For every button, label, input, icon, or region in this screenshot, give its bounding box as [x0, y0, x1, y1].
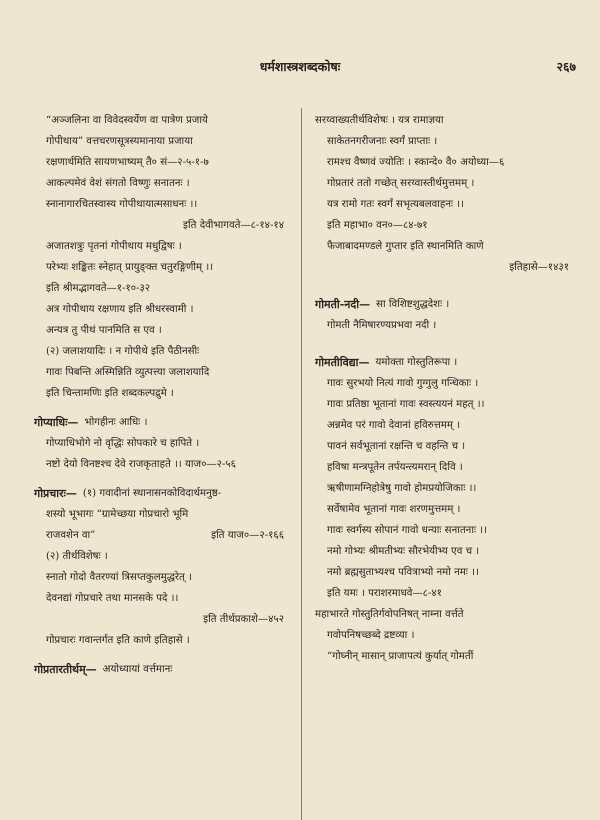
text-line: “गोघ्नीन् मासान् प्राजापत्यं कुर्यात् गोमतीं: [327, 651, 474, 662]
definition: अयोध्यायां वर्त्तमानः: [102, 664, 173, 675]
text-line: सरय्वाख्यतीर्थविशेषः । यत्र रामाज्ञया: [315, 115, 444, 126]
text-line: हविषा मन्त्रपूतेन तर्पयन्त्यमरान् दिवि ।: [327, 462, 463, 473]
definition: सा विशिष्टशुद्धदेशः ।: [376, 299, 450, 310]
text-line: परेभ्यः शङ्कितः स्नेहात् प्रायुङ्क्त चतुरङ्गिणीम् ।।: [46, 262, 214, 273]
text-line: गावः स्वर्गस्य सोपानं गावो धन्याः सनातनाः ।।: [327, 525, 487, 536]
citation: इति देवीभागवते—८-१४-१४: [183, 220, 284, 231]
text-line: “अञ्जलिना वा विवेदस्वर्येण वा पात्रेण प्रजाये: [46, 115, 208, 126]
text-line: गावः सुरभयो नित्यं गावो गुग्गुलु गन्धिकाः ।: [327, 378, 479, 389]
page-header: [0, 58, 600, 80]
text-line: (२) तीर्थविशेषः ।: [46, 551, 108, 562]
headword: गोप्रचारः—: [34, 487, 77, 500]
text-fragment: राजवशेन वा”: [46, 530, 96, 541]
text-line: इति चिन्तामणिः इति शब्दकल्पद्रुमे ।: [46, 388, 174, 399]
headword: गोमतीविद्या—: [315, 356, 370, 369]
right-column: [315, 110, 577, 667]
page-number: २६७: [556, 59, 576, 74]
text-line: शस्यो भूभागः “ग्रामेच्छया गोप्रचारो भूमि: [46, 509, 189, 520]
definition: (१) गवादीनां स्थानासनकोविदार्थमनुष्ठ-: [82, 488, 222, 499]
citation: इति याज०—२-१६६: [211, 530, 284, 541]
text-line: गोपीथाय” वत्तचरणसूत्रस्यमानाया प्रजाया: [46, 136, 193, 147]
citation: इति तीर्थप्रकाशे—४५२: [203, 614, 284, 625]
text-line: स्नातो गोदो वैतरण्यां त्रिसप्तकुलमुद्धरेत् ।: [46, 572, 192, 583]
text-line: साकेतनगरीजनाः स्वर्गं प्राप्ताः ।: [327, 136, 438, 147]
headword: गोप्याधिः—: [34, 416, 79, 429]
text-line: रक्षणार्थमिति सायणभाष्यम् तै० सं—२-५-१-७: [46, 157, 209, 168]
headword: गोमती-नदी—: [315, 298, 371, 311]
text-line: स्नानागारचितस्वास्य गोपीथायात्मसाधनः ।।: [46, 199, 198, 210]
text-line: गवोपनिषच्छब्दे द्रष्टव्या ।: [327, 630, 415, 641]
text-line: गावः प्रतिष्ठा भूतानां गावः स्वस्त्ययनं महत् ।।: [327, 399, 485, 410]
definition: भोगहीनः आधिः ।: [84, 417, 148, 428]
text-line: अन्नमेव परं गावो देवानां हविरुत्तमम् ।: [327, 420, 461, 431]
text-line: नमो ब्रह्मसुताभ्यश्च पवित्राभ्यो नमो नमः ।।: [327, 567, 479, 578]
text-line: अत्र गोपीथाय रक्षणाय इति श्रीधरस्वामी ।: [46, 304, 194, 315]
text-line: फैजाबादमण्डले गुप्तार इति स्थानमिति काणे: [327, 241, 484, 252]
text-line: महाभारते गोस्तुतिर्गवोपनिषत् नाम्ना वर्त्तते: [315, 609, 464, 620]
text-line: गोप्रतारं ततो गच्छेत् सरय्वास्तीर्थमुत्तमम् ।: [327, 178, 475, 189]
citation: इतिहासे—१४३१: [509, 262, 569, 273]
column-divider: [301, 108, 302, 820]
left-column: [34, 110, 292, 680]
spacer: [315, 278, 577, 286]
text-line: यत्र रामो गतः स्वर्गं सभृत्यबलवाहनः ।।: [327, 199, 465, 210]
entry-goprataratirtham: [34, 659, 292, 680]
text-line: (२) जलाशयादिः । न गोपीथे इति पैठीनसीः: [46, 346, 200, 357]
text-line: रामश्च वैष्णवं ज्योतिः । स्कान्दे० वै० अयोध्या—६: [327, 157, 505, 168]
text-line: [34, 525, 292, 546]
text-line: आकल्पमेवं वेशं संगतो विष्णुः सनातनः ।: [46, 178, 190, 189]
headword: गोप्रतारतीर्थम्—: [34, 663, 97, 676]
text-line: पावनं सर्वभूतानां रक्षन्ति च वहन्ति च ।: [327, 441, 466, 452]
entry-gopyadhi: [34, 412, 292, 433]
text-line: ऋषीणामग्निहोत्रेषु गावो होमप्रयोजिकाः ।।: [327, 483, 477, 494]
text-line: सर्वेषामेव भूतानां गावः शरणमुत्तमम् ।: [327, 504, 461, 515]
text-line: अन्यत्र तु पीथं पानमिति स एव ।: [46, 325, 162, 336]
text-line: नमो गोभ्यः श्रीमतीभ्यः सौरभेयीभ्य एव च ।: [327, 546, 480, 557]
entry-gopracharah: [34, 483, 292, 504]
spacer: [315, 336, 577, 344]
entry-gomatividya: [315, 352, 577, 373]
text-line: इति महाभा० वन०—८४-७१: [327, 220, 428, 231]
text-line: इति श्रीमद्भागवते—१-१०-३२: [46, 283, 151, 294]
text-line: नष्टो देयो विनष्टश्च देवे राजकृताहते ।। याज०—२-५६: [46, 459, 236, 470]
definition: यमोक्ता गोस्तुतिरूपा ।: [375, 357, 458, 368]
text-line: अजातशत्रुः पृतनां गोपीथाय मधुद्विषः ।: [46, 241, 182, 252]
text-line: इति यमः । पराशरमाधवे—८-४१: [327, 588, 442, 599]
entry-gomati-nadi: [315, 294, 577, 315]
running-title: धर्मशास्त्रशब्दकोषः: [259, 59, 341, 74]
text-line: गावः पिबन्ति अस्मिन्निति व्युत्पत्त्या जलाशयादि: [46, 367, 210, 378]
text-line: गोप्याधिभोगे नो वृद्धिः सोपकारे च हापिते ।: [46, 438, 200, 449]
text-line: देवनद्यां गोप्रचारे तथा मानसके पदे ।।: [46, 593, 179, 604]
text-line: गोमती नैमिषारण्यप्रभवा नदी ।: [327, 320, 437, 331]
text-line: गोप्रचारः गवान्तर्गत इति काणे इतिहासे ।: [46, 635, 190, 646]
